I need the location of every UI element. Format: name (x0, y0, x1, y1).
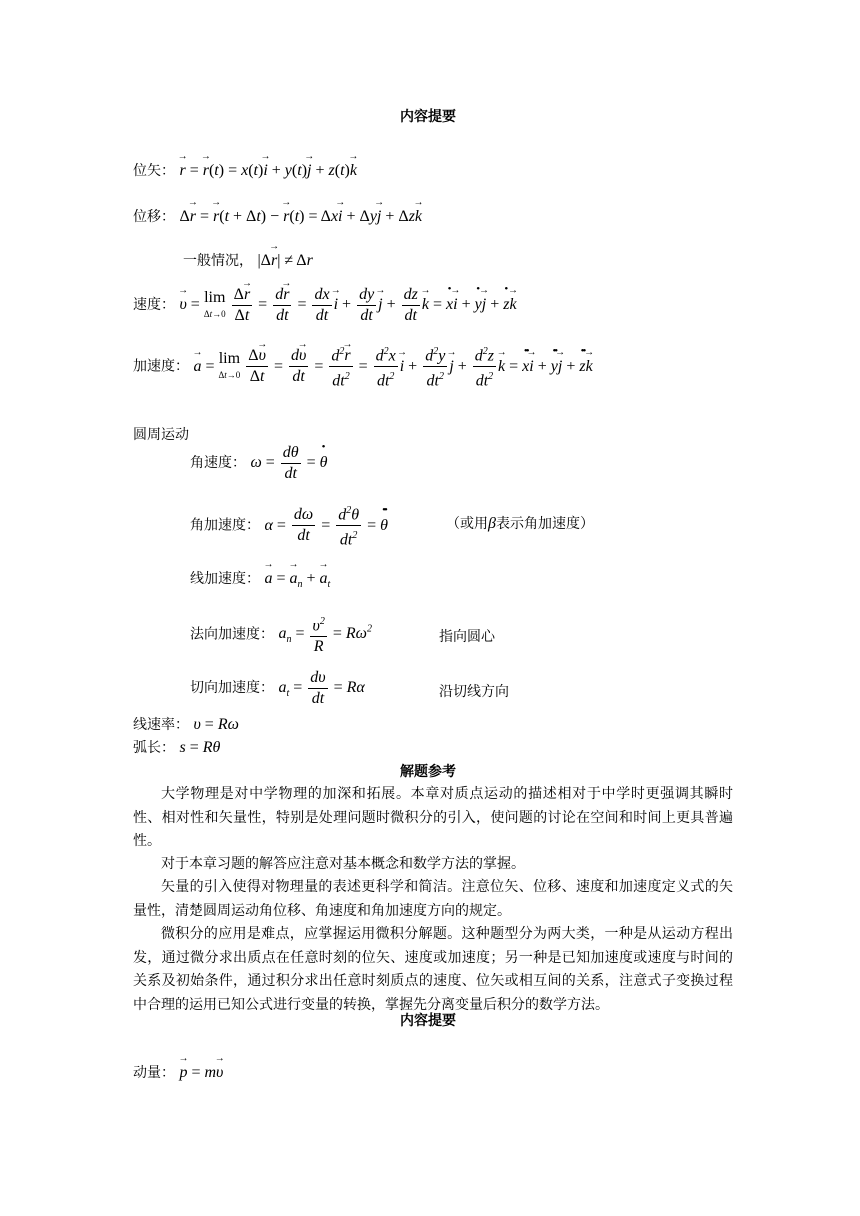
angular-acceleration-formula: α = $\frac{d\omega}{dt}$ = $\frac{d^2\theta}{dt^2}$ = •• θ (264, 517, 388, 534)
linear-acceleration-formula: → a = → $a_n$ + → $a_t$ (264, 570, 330, 587)
normal-acceleration-line (190, 612, 372, 657)
reference-paragraph-1: 大学物理是对中学物理的加深和拓展。本章对质点运动的描述相对于中学时更强调其瞬时性、相对性和矢量性，特别是处理问题时微积分的引入，使问题的讨论在空间和时间上更具普遍性。 (133, 786, 733, 849)
position-vector-line (133, 160, 357, 180)
momentum-line (133, 1062, 223, 1082)
velocity-line (133, 285, 517, 326)
linear-acceleration-label: 线加速度： (190, 571, 260, 587)
tangential-direction-note: 沿切线方向 (439, 684, 509, 700)
position-label: 位矢： (133, 163, 175, 179)
normal-acceleration-label: 法向加速度： (190, 626, 274, 643)
angular-velocity-line (190, 443, 328, 484)
linear-speed-formula: υ = Rω (193, 716, 239, 733)
reference-paragraph-2: 对于本章习题的解答应注意对基本概念和数学方法的掌握。 (161, 856, 525, 872)
general-case-line (183, 250, 313, 270)
linear-speed-line (133, 714, 239, 734)
displacement-line (133, 206, 422, 226)
angular-acceleration-label: 角加速度： (190, 517, 260, 534)
section-title-content-summary: 内容提要 (400, 109, 456, 125)
acceleration-label: 加速度： (133, 358, 189, 375)
acceleration-line (133, 342, 593, 392)
normal-acceleration-formula: $a_n$ = $\frac{\upsilon^2}{R}$ = $R\omega^2$ (278, 625, 371, 642)
angular-acceleration-note: （或用β表示角加速度） (446, 515, 594, 532)
angular-velocity-formula: ω = $\frac{d\theta}{dt}$ = • θ (250, 454, 327, 471)
angular-acceleration-line (190, 501, 388, 551)
acceleration-formula: → a = lim Δt→0 $\frac{\Delta\to \upsilon}{\Delta t}$ = $\frac{d\to \upsilon}{dt}$ = $\frac{d^2\to r}{dt^2}$ = $\frac{d^2x}{dt^2}$ → i + $\frac{d^2y}{dt^2}$ → j + $\frac{d^2z}{dt^2}$ → k = •• x→ i + •• y→ j + •• z→ k (193, 358, 592, 375)
reference-paragraph-3: 矢量的引入使得对物理量的表述更科学和简洁。注意位矢、位移、速度和加速度定义式的矢量性，清楚圆周运动角位移、角速度和角加速度方向的规定。 (133, 879, 733, 919)
reference-paragraph-4: 微积分的应用是难点，应掌握运用微积分解题。这种题型分为两大类，一种是从运动方程出发，通过微分求出质点在任意时刻的位矢、速度或加速度；另一种是已知加速度或速度与时间的关系及初始条件，通过积分求出任意时刻质点的速度、位矢或相互间的关系，注意式子变换过程中合理的运用已知公式进行变量的转换，掌握先分离变量后积分的数学方法。 (133, 926, 733, 1013)
general-case-label: 一般情况， (183, 253, 253, 269)
circular-motion-heading: 圆周运动 (133, 427, 189, 443)
arc-length-label: 弧长： (133, 740, 175, 756)
velocity-formula: → υ = lim Δt→0 $\frac{\Delta\to r}{\Delta t}$ = $\frac{d\to r}{dt}$ = $\frac{dx}{dt}$ → i + $\frac{dy}{dt}$ → j + $\frac{dz}{dt}$ → k = • x→ i + • y→ j + • z→ k (179, 296, 516, 313)
arc-length-line (133, 737, 220, 757)
normal-direction-note: 指向圆心 (439, 629, 495, 645)
momentum-label: 动量： (133, 1065, 175, 1081)
angular-velocity-label: 角速度： (190, 455, 246, 472)
momentum-formula: → p = m→ υ (179, 1064, 223, 1081)
tangential-acceleration-label: 切向加速度： (190, 680, 274, 697)
arc-length-formula: s = Rθ (179, 739, 221, 756)
general-case-formula: |Δ→ r| ≠ Δr (257, 252, 312, 269)
section-title-solving-reference: 解题参考 (400, 764, 456, 780)
displacement-formula: Δ→ r = → r(t + Δt) − → r(t) = Δx→ i + Δy→ j + Δz→ k (179, 208, 422, 225)
position-formula: → r = → r(t) = x(t)→ i + y(t)→ j + z(t)→ k (179, 162, 357, 179)
tangential-acceleration-formula: $a_t$ = $\frac{d\upsilon}{dt}$ = Rα (278, 669, 365, 707)
section-title-content-summary-2: 内容提要 (400, 1013, 456, 1029)
displacement-label: 位移： (133, 209, 175, 225)
velocity-label: 速度： (133, 297, 175, 314)
linear-speed-label: 线速率： (133, 717, 189, 733)
tangential-acceleration-line (190, 668, 365, 709)
linear-acceleration-line (190, 568, 330, 590)
